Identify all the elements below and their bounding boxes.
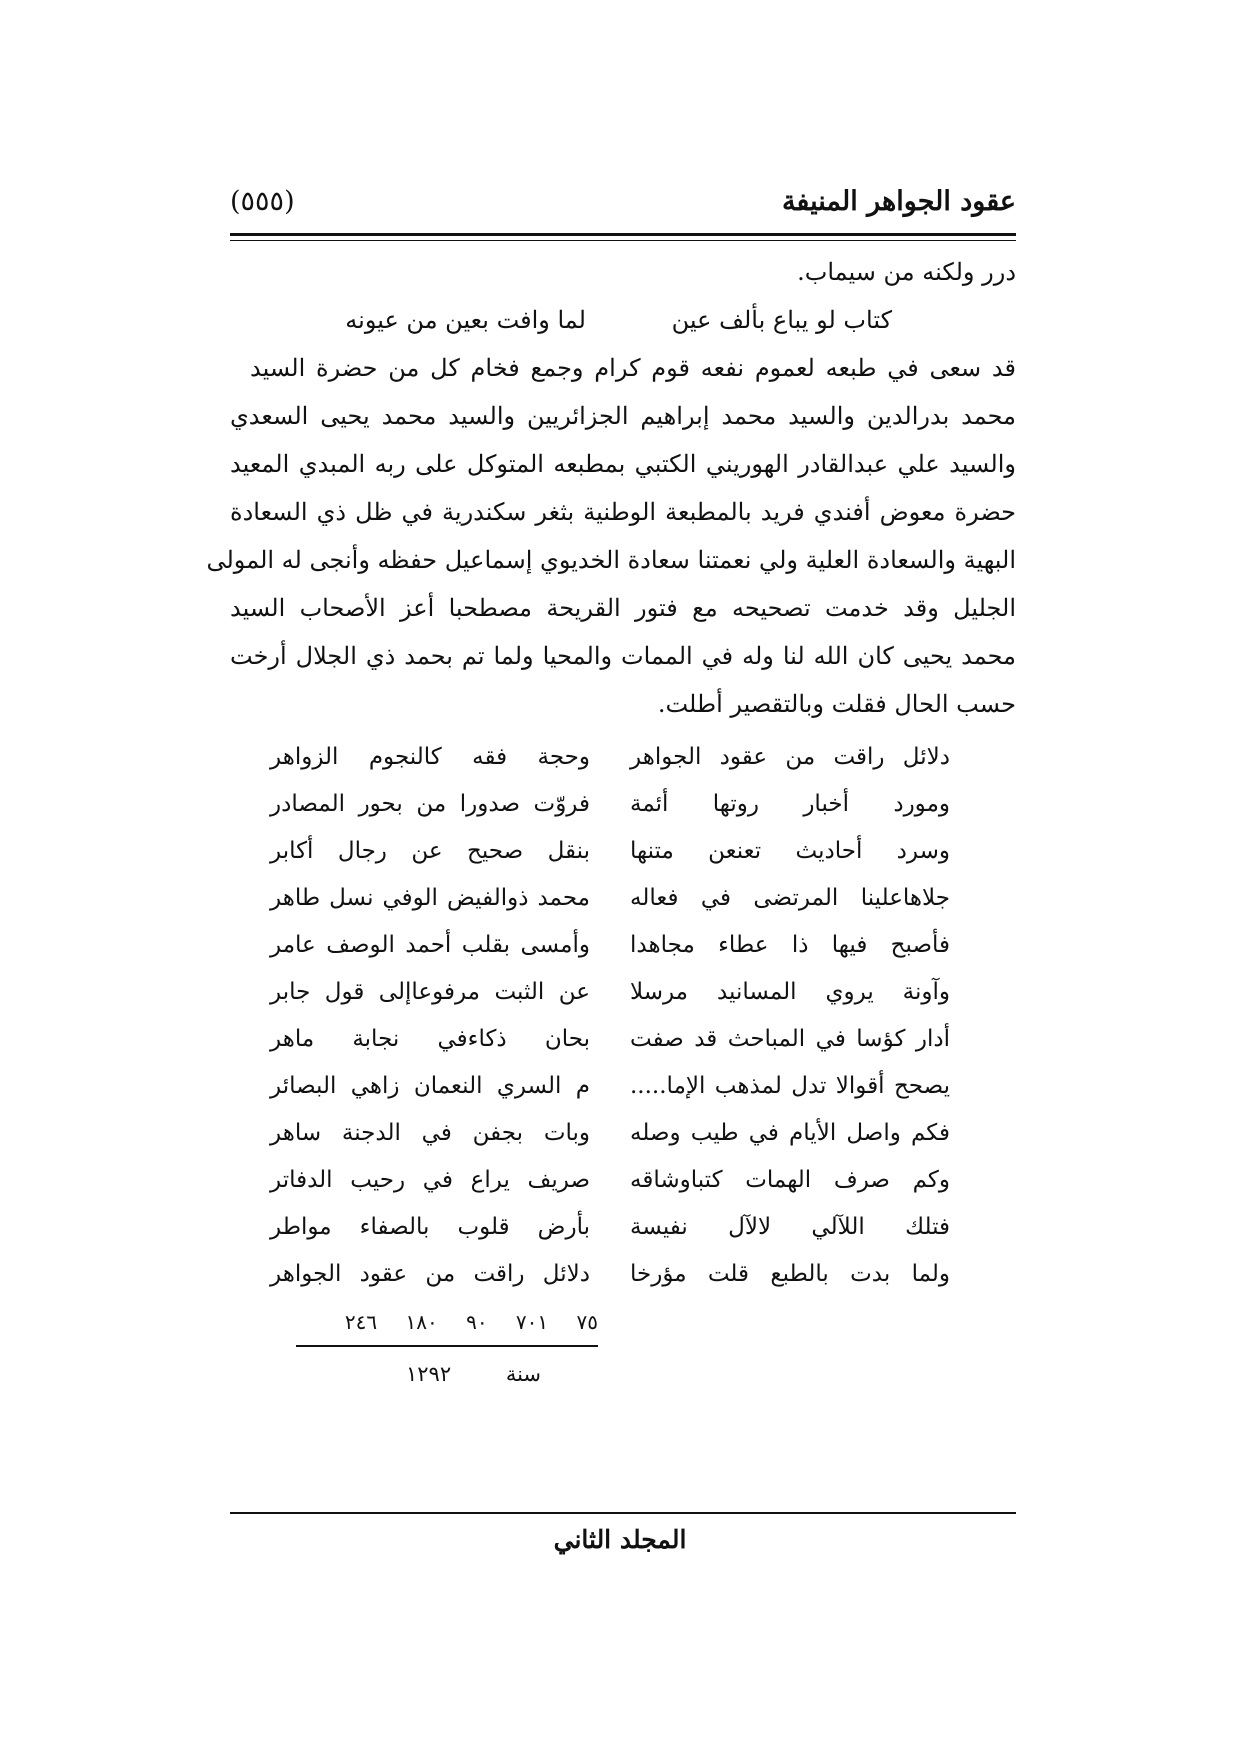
- intro-line: درر ولكنه من سيماب.: [797, 258, 1016, 286]
- hemistich-first: أدار كؤسا في المباحث قد صفت: [630, 1026, 950, 1052]
- hemistich-first: فكم واصل الأيام في طيب وصله: [630, 1120, 950, 1146]
- poem-verse: [270, 744, 950, 784]
- year-label: سنة: [505, 1362, 542, 1386]
- hemistich-first: ولما بدت بالطبع قلت مؤرخا: [630, 1261, 950, 1287]
- poem-verse: [270, 1026, 950, 1066]
- header-rule-thick: [230, 233, 1016, 236]
- hemistich-first: ومورد أخبار روتها أئمة: [630, 791, 950, 817]
- poem-verse: [270, 932, 950, 972]
- hemistich-first: وسرد أحاديث تعنعن متنها: [630, 838, 950, 864]
- year-value: ١٢٩٢: [406, 1362, 452, 1386]
- hemistich-second: دلائل راقت من عقود الجواهر: [270, 1261, 590, 1287]
- paragraph-line: محمد بدرالدين والسيد محمد إبراهيم الجزائريين والسيد محمد يحيى السعدي: [230, 402, 1016, 430]
- paragraph-line: البهية والسعادة العلية ولي نعمتنا سعادة الخديوي إسماعيل حفظه وأنجى له المولى: [206, 546, 1016, 574]
- chronogram-number: ٧٥: [576, 1310, 598, 1334]
- poem-verse: [270, 1214, 950, 1254]
- hemistich-first: فتلك اللآلي لالآل نفيسة: [630, 1214, 950, 1240]
- hemistich-first: وكم صرف الهمات كتباوشاقه: [630, 1167, 950, 1193]
- paragraph-line: قد سعى في طبعه لعموم نفعه قوم كرام وجمع فخام كل من حضرة السيد: [250, 354, 1016, 382]
- poem-verse: [270, 1261, 950, 1301]
- opening-verse-first: كتاب لو يباع بألف عين: [671, 306, 892, 334]
- poem-verse: [270, 1073, 950, 1113]
- poem-verse: [270, 791, 950, 831]
- hemistich-first: فأصبح فيها ذا عطاء مجاهدا: [630, 932, 950, 958]
- hemistich-first: جلاهاعلينا المرتضى في فعاله: [630, 885, 950, 911]
- header-rule-thin: [230, 240, 1016, 241]
- hemistich-second: صريف يراع في رحيب الدفاتر: [270, 1167, 590, 1193]
- paragraph-line: حسب الحال فقلت وبالتقصير أطلت.: [657, 690, 1016, 718]
- paragraph-line: محمد يحيى كان الله لنا وله في الممات والمحيا ولما تم بحمد ذي الجلال أرخت: [230, 642, 1016, 670]
- volume-label: المجلد الثاني: [553, 1525, 687, 1554]
- hemistich-second: م السري النعمان زاهي البصائر: [270, 1073, 590, 1099]
- poem-verse: [270, 979, 950, 1019]
- opening-verse-second: لما وافت بعين من عيونه: [345, 306, 586, 334]
- chronogram-year: [358, 1362, 541, 1386]
- hemistich-second: وبات بجفن في الدجنة ساهر: [270, 1120, 590, 1146]
- hemistich-first: دلائل راقت من عقود الجواهر: [630, 744, 950, 770]
- footer-rule: [230, 1512, 1016, 1514]
- hemistich-first: يصحح أقوالا تدل لمذهب الإما.....: [630, 1073, 950, 1099]
- book-title: عقود الجواهر المنيفة: [781, 186, 1016, 217]
- chronogram-numbers: [298, 1310, 598, 1334]
- hemistich-second: فروّت صدورا من بحور المصادر: [270, 791, 590, 817]
- hemistich-second: وحجة فقه كالنجوم الزواهر: [270, 744, 590, 770]
- chronogram-number: ١٨٠: [405, 1310, 438, 1334]
- page-header: [230, 186, 1016, 230]
- chronogram-sum-line: [296, 1345, 598, 1347]
- hemistich-second: وأمسى بقلب أحمد الوصف عامر: [270, 932, 590, 958]
- chronogram-number: ٢٤٦: [344, 1310, 378, 1334]
- page-number: (٥٥٥): [230, 186, 295, 217]
- hemistich-second: بحان ذكاءفي نجابة ماهر: [270, 1026, 590, 1052]
- hemistich-first: وآونة يروي المسانيد مرسلا: [630, 979, 950, 1005]
- hemistich-second: بأرض قلوب بالصفاء مواطر: [270, 1214, 590, 1240]
- hemistich-second: بنقل صحيح عن رجال أكابر: [270, 838, 590, 864]
- chronogram-number: ٩٠: [466, 1310, 488, 1334]
- paragraph-line: حضرة معوض أفندي فريد بالمطبعة الوطنية بثغر سكندرية في ظل ذي السعادة: [230, 498, 1016, 526]
- hemistich-second: محمد ذوالفيض الوفي نسل طاهر: [270, 885, 590, 911]
- chronogram-number: ٧٠١: [515, 1310, 549, 1334]
- hemistich-second: عن الثبت مرفوعاإلى قول جابر: [270, 979, 590, 1005]
- poem-verse: [270, 1167, 950, 1207]
- poem-verse: [270, 885, 950, 925]
- poem-verse: [270, 838, 950, 878]
- poem-verse: [270, 1120, 950, 1160]
- paragraph-line: والسيد علي عبدالقادر الهوريني الكتبي بمطبعه المتوكل على ربه المبدي المعيد: [230, 450, 1016, 478]
- paragraph-line: الجليل وقد خدمت تصحيحه مع فتور القريحة مصطحبا أعز الأصحاب السيد: [230, 594, 1016, 622]
